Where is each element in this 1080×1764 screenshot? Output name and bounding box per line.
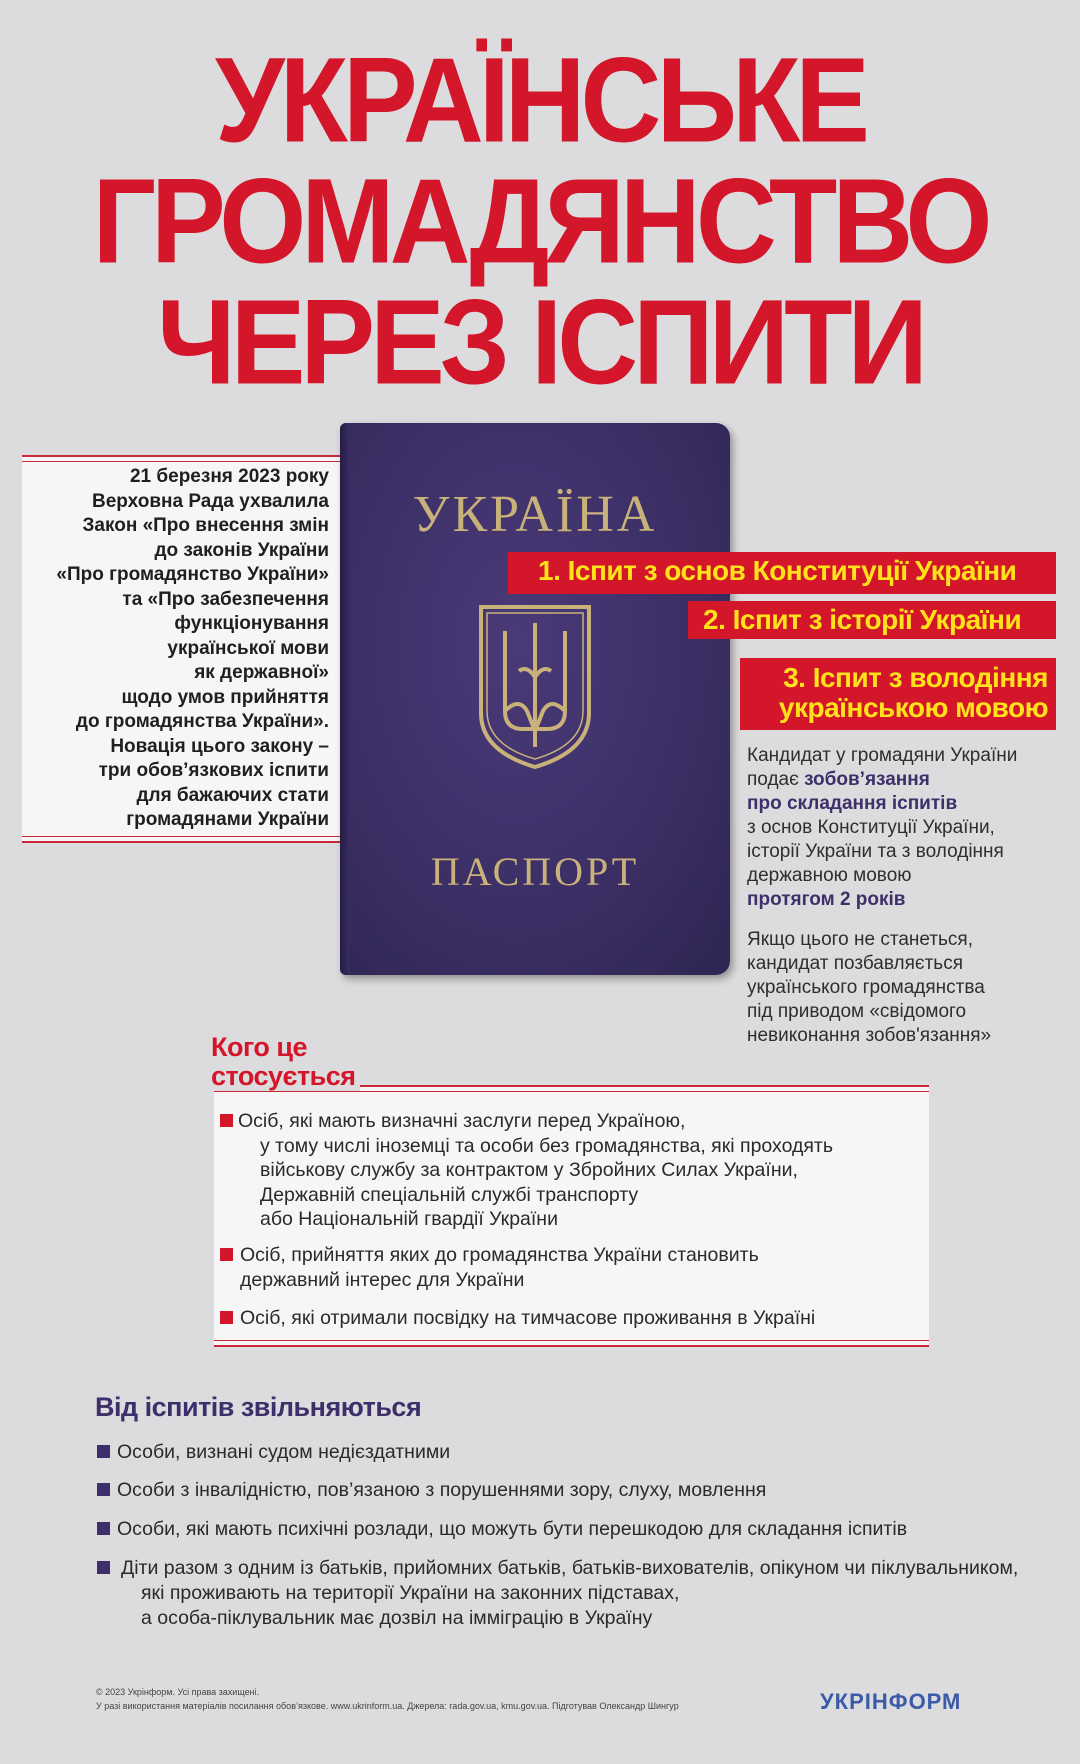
intro-line: до громадянства України». [75, 711, 329, 732]
title-line-3: ЧЕРЕЗ ІСПИТИ [157, 274, 923, 410]
exempt-section-title: Від іспитів звільняються [95, 1392, 422, 1422]
who-item-line: державний інтерес для України [240, 1268, 525, 1291]
exam-3-line-1: 3. Іспит з володіння [783, 662, 1048, 693]
who-item-text: Осіб, які отримали посвідку на тимчасове проживання в Україні [240, 1307, 816, 1329]
intro-line: Верховна Рада ухвалила [92, 490, 329, 512]
exempt-item-text: Особи, які мають психічні розлади, що можуть бути перешкодою для складання іспитів [117, 1518, 908, 1540]
intro-line: щодо умов прийняття [121, 686, 329, 708]
obligation-highlight: зобов’язання [804, 769, 930, 790]
red-square-bullet-icon [220, 1248, 233, 1261]
exempt-list-item [97, 1517, 1057, 1542]
intro-line: до законів України [154, 539, 329, 561]
obligation-line: історії України та з володіння [747, 841, 1004, 862]
page-title [0, 32, 1080, 410]
ukrinform-logo[interactable]: УКРІНФОРМ [820, 1689, 962, 1714]
obligation-highlight: протягом 2 років [747, 889, 906, 910]
intro-line: 21 березня 2023 року [129, 466, 329, 487]
consequence-line: кандидат позбавляється [747, 953, 963, 974]
exam-banner-3 [740, 658, 1056, 730]
intro-line: української мови [167, 637, 329, 659]
passport-country: УКРАЇНА [412, 486, 658, 543]
sources-text: У разі використання матеріалів посилання обов’язкове. www.ukrinform.ua. Джерела: rada.gov.ua, kmu.gov.ua. Підготував Олександр Шингур [96, 1701, 679, 1711]
consequence-line: під приводом «свідомого [747, 1001, 967, 1022]
exam-banner-1 [508, 552, 1056, 594]
intro-line: громадянами України [126, 809, 329, 830]
title-line-1: УКРАЇНСЬКЕ [215, 32, 865, 168]
footer-credits [96, 1685, 796, 1713]
intro-box [22, 455, 344, 843]
intro-line: функціонування [174, 613, 329, 634]
who-title-line-1: Кого це [211, 1032, 307, 1062]
intro-line: як державної» [194, 662, 329, 683]
who-list-item [220, 1306, 920, 1331]
obligation-text: подає [747, 769, 805, 790]
obligation-paragraph [747, 744, 1047, 912]
passport-image [340, 423, 730, 975]
who-list-item [220, 1109, 920, 1232]
exam-2-label: 2. Іспит з історії України [703, 604, 1022, 635]
consequence-line: Якщо цього не станеться, [747, 929, 973, 950]
who-list-item [220, 1243, 920, 1292]
intro-line: три обов’язкових іспити [98, 760, 329, 781]
who-item-line: військову службу за контрактом у Збройних Силах України, [260, 1159, 798, 1181]
who-item-text [220, 1109, 920, 1232]
exempt-list-item [97, 1440, 1057, 1465]
purple-square-bullet-icon [97, 1522, 110, 1535]
intro-line: для бажаючих стати [136, 784, 329, 806]
obligation-line: державною мовою [747, 865, 912, 886]
who-section-title [211, 1033, 360, 1091]
intro-text [0, 465, 329, 833]
purple-square-bullet-icon [97, 1483, 110, 1496]
who-item-line: Державній спеціальній службі транспорту [260, 1183, 639, 1206]
intro-line: Новація цього закону – [110, 735, 329, 757]
intro-line: та «Про забезпечення [122, 588, 329, 610]
exam-3-line-2: українською мовою [778, 692, 1048, 723]
obligation-highlight: про складання іспитів [747, 793, 958, 814]
who-item-line: або Національній гвардії України [260, 1208, 558, 1230]
tryzub-icon [475, 601, 595, 771]
obligation-line [747, 768, 1047, 792]
exempt-item-text [97, 1556, 1057, 1631]
exempt-list-item [97, 1556, 1057, 1631]
intro-line: «Про громадянство України» [56, 564, 329, 585]
exempt-list-item [97, 1478, 1057, 1503]
exempt-item-text: Особи, визнані судом недієздатними [117, 1441, 451, 1463]
exempt-item-line: які проживають на території України на законних підставах, [141, 1582, 680, 1604]
obligation-line: Кандидат у громадяни України [747, 745, 1018, 766]
exempt-item-line: а особа-піклувальник має дозвіл на імміграцію в Україну [141, 1607, 653, 1629]
exam-banner-2 [688, 601, 1056, 639]
obligation-line: з основ Конституції України, [747, 817, 995, 838]
exam-1-label: 1. Іспит з основ Конституції України [538, 555, 1017, 586]
exempt-item-line: Діти разом з одним із батьків, прийомних батьків, батьків-вихователів, опікуном чи піклувальником, [121, 1557, 1019, 1579]
intro-line: Закон «Про внесення змін [82, 515, 329, 536]
exam-3-label [779, 663, 1048, 723]
who-item-text [220, 1243, 920, 1292]
copyright-text: © 2023 Укрінформ. Усі права захищені. [96, 1687, 260, 1697]
title-line-2: ГРОМАДЯНСТВО [92, 153, 988, 289]
consequence-paragraph [747, 928, 1047, 1048]
red-square-bullet-icon [220, 1114, 233, 1127]
purple-square-bullet-icon [97, 1561, 110, 1574]
passport-label: ПАСПОРТ [430, 849, 640, 894]
who-title-line-2: стосується [211, 1061, 356, 1091]
purple-square-bullet-icon [97, 1445, 110, 1458]
consequence-line: невиконання зобов'язання» [747, 1025, 992, 1046]
consequence-line: українського громадянства [747, 977, 985, 998]
who-item-line: Осіб, прийняття яких до громадянства України становить [240, 1244, 759, 1266]
who-item-line: Осіб, які мають визначні заслуги перед Україною, [238, 1110, 686, 1132]
red-square-bullet-icon [220, 1311, 233, 1324]
who-item-line: у тому числі іноземці та особи без громадянства, які проходять [260, 1134, 834, 1157]
exempt-item-text: Особи з інвалідністю, пов’язаною з порушеннями зору, слуху, мовлення [117, 1479, 767, 1501]
